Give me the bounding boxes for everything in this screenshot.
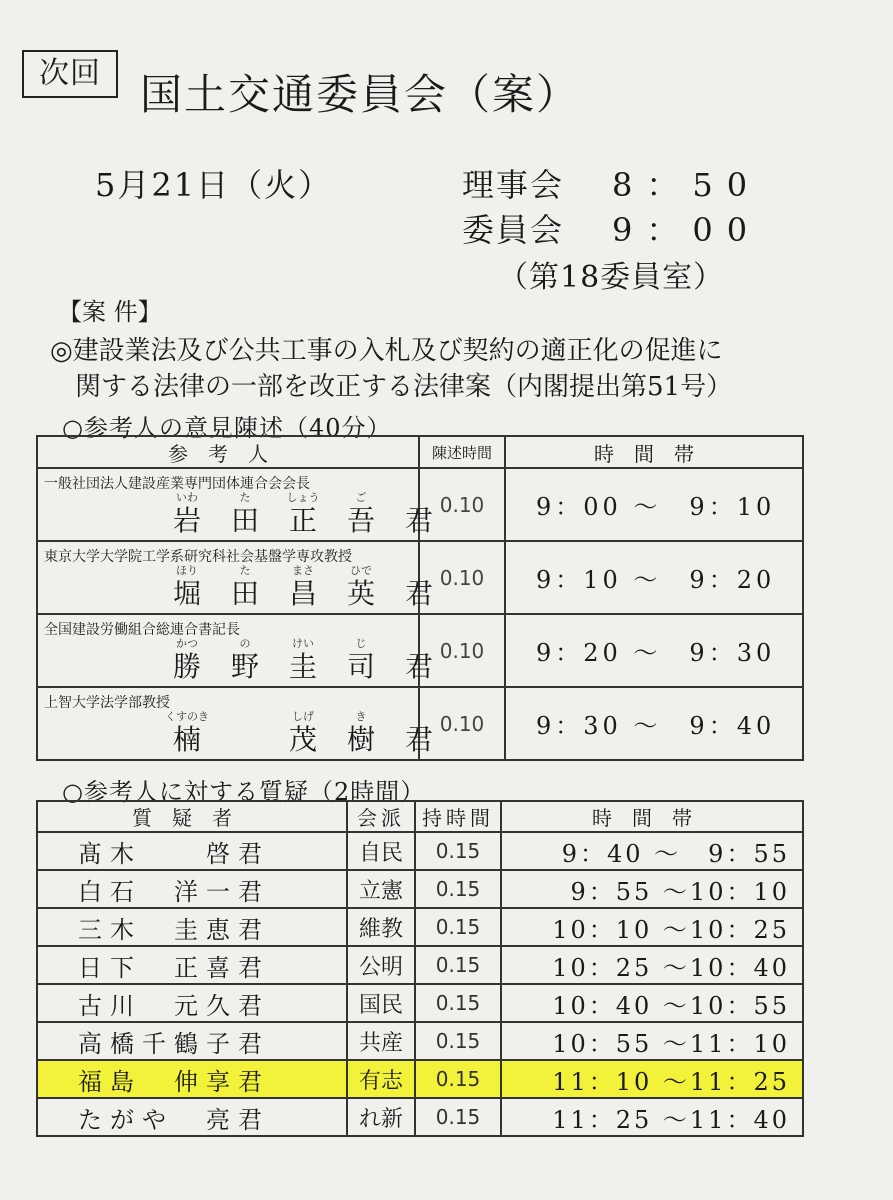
name-ruby: じ [355, 637, 367, 650]
witness-cell [37, 614, 433, 687]
name-ruby: ひで [350, 564, 372, 577]
committee-time: 9：00 [612, 211, 762, 249]
allotted-time: 0.15 [415, 832, 501, 870]
time-slot: 9：30 ～ 9：40 [505, 687, 803, 760]
name-ruby: しょう [286, 491, 320, 504]
section2-title: ○参考人に対する質疑（2時間） [62, 778, 426, 806]
allotted-time: 0.15 [415, 946, 501, 984]
faction: 有志 [347, 1060, 415, 1098]
header-faction: 会派 [347, 801, 415, 832]
name-char: 田 [230, 504, 259, 537]
name-char: 正 [288, 504, 317, 537]
header-questioner: 質疑者 [37, 801, 347, 832]
time-slot: 10：40 ～10：55 [501, 984, 803, 1022]
header-time-slot: 時間帯 [505, 436, 803, 468]
time-slot: 11：25 ～11：40 [501, 1098, 803, 1136]
questioner-name: 白石 洋一君 [37, 870, 347, 908]
witness-cell [37, 687, 433, 760]
faction: 共産 [347, 1022, 415, 1060]
time-slot: 11：10 ～11：25 [501, 1060, 803, 1098]
allotted-time: 0.15 [415, 1022, 501, 1060]
witness-name [158, 718, 448, 758]
witness-name [158, 645, 448, 685]
next-meeting-stamp: 次回 [22, 50, 118, 98]
name-char: 野 [230, 650, 259, 683]
name-char: 君 [404, 577, 433, 610]
name-char: 田 [230, 577, 259, 610]
name-ruby: ご [355, 491, 367, 504]
table-row [37, 1098, 803, 1136]
statement-duration: 0.10 [419, 541, 505, 614]
allotted-time: 0.15 [415, 870, 501, 908]
table-row [37, 541, 803, 614]
time-slot: 10：10 ～10：25 [501, 908, 803, 946]
statement-duration: 0.10 [419, 468, 505, 541]
witness-affiliation: 一般社団法人建設産業専門団体連合会会長 [44, 476, 310, 492]
allotted-time: 0.15 [415, 1098, 501, 1136]
table-row [37, 832, 803, 870]
questioner-name: 三木 圭恵君 [37, 908, 347, 946]
allotted-time: 0.15 [415, 908, 501, 946]
table-row [37, 1022, 803, 1060]
table-row [37, 687, 803, 760]
time-slot: 10：55 ～11：10 [501, 1022, 803, 1060]
faction: 国民 [347, 984, 415, 1022]
name-ruby: かつ [176, 637, 198, 650]
time-slot: 9：40 ～ 9：55 [501, 832, 803, 870]
name-ruby: いわ [176, 491, 198, 504]
name-char: 君 [404, 504, 433, 537]
time-slot: 9：55 ～10：10 [501, 870, 803, 908]
name-char: 英 [346, 577, 375, 610]
name-char: 昌 [288, 577, 317, 610]
name-char: 楠 [172, 723, 201, 756]
board-meeting-time [462, 160, 761, 206]
table-row [37, 870, 803, 908]
table-header-row [37, 436, 803, 468]
name-ruby: た [239, 564, 251, 577]
witness-affiliation: 全国建設労働組合総連合書記長 [44, 622, 240, 638]
name-char: 司 [346, 650, 375, 683]
statement-duration: 0.10 [419, 614, 505, 687]
table-header-row [37, 801, 803, 832]
committee-meeting-time [462, 205, 761, 251]
name-ruby: ほり [176, 564, 198, 577]
committee-label: 委員会 [462, 211, 565, 249]
document-title: 国土交通委員会（案） [140, 70, 581, 119]
witness-cell [37, 541, 433, 614]
name-char: 君 [404, 650, 433, 683]
name-char: 吾 [346, 504, 375, 537]
name-ruby: まさ [292, 564, 314, 577]
questioner-name: 福島 伸享君 [37, 1060, 347, 1098]
meeting-date: 5月21日（火） [95, 166, 333, 204]
header-allotted-time: 持時間 [415, 801, 501, 832]
table-row [37, 468, 803, 541]
name-char: 勝 [172, 650, 201, 683]
witness-cell [37, 468, 433, 541]
name-char: 君 [404, 723, 433, 756]
table-row [37, 946, 803, 984]
witness-name [158, 572, 448, 612]
table-row [37, 908, 803, 946]
board-label: 理事会 [462, 166, 565, 204]
allotted-time: 0.15 [415, 1060, 501, 1098]
questioner-name: 古川 元久君 [37, 984, 347, 1022]
name-ruby: の [239, 637, 251, 650]
name-ruby: くすのき [165, 710, 209, 723]
witness-affiliation: 上智大学法学部教授 [44, 695, 170, 711]
table-row [37, 984, 803, 1022]
questioner-name: 高橋千鶴子君 [37, 1022, 347, 1060]
agenda-line-1: ◎建設業法及び公共工事の入札及び契約の適正化の促進に [50, 336, 723, 366]
time-slot: 9：00 ～ 9：10 [505, 468, 803, 541]
faction: 維教 [347, 908, 415, 946]
questioner-name: たがや 亮君 [37, 1098, 347, 1136]
statement-duration: 0.10 [419, 687, 505, 760]
time-slot: 10：25 ～10：40 [501, 946, 803, 984]
questioning-table [36, 800, 804, 1137]
faction: 公明 [347, 946, 415, 984]
time-slot: 9：20 ～ 9：30 [505, 614, 803, 687]
header-time-slot: 時間帯 [501, 801, 803, 832]
witness-affiliation: 東京大学大学院工学系研究科社会基盤学専攻教授 [44, 549, 352, 565]
name-char: 茂 [288, 723, 317, 756]
name-char: 堀 [172, 577, 201, 610]
meeting-room: （第18委員室） [498, 260, 725, 295]
table-row [37, 614, 803, 687]
name-char: 樹 [346, 723, 375, 756]
allotted-time: 0.15 [415, 984, 501, 1022]
agenda-heading: 【案 件】 [58, 298, 162, 326]
table-row-highlighted [37, 1060, 803, 1098]
faction: 立憲 [347, 870, 415, 908]
questioner-name: 日下 正喜君 [37, 946, 347, 984]
faction: 自民 [347, 832, 415, 870]
board-time: 8：50 [612, 166, 762, 204]
name-ruby: しげ [292, 710, 314, 723]
questioner-name: 髙木 啓君 [37, 832, 347, 870]
witness-statement-table [36, 435, 804, 761]
time-slot: 9：10 ～ 9：20 [505, 541, 803, 614]
header-witness: 参考人 [37, 436, 419, 468]
header-duration: 陳述時間 [419, 436, 505, 468]
name-char: 圭 [288, 650, 317, 683]
name-ruby: けい [292, 637, 314, 650]
faction: れ新 [347, 1098, 415, 1136]
agenda-line-2: 関する法律の一部を改正する法律案（内閣提出第51号） [75, 372, 733, 402]
name-ruby: き [355, 710, 367, 723]
witness-name [158, 499, 448, 539]
name-char: 岩 [172, 504, 201, 537]
section1-title: ○参考人の意見陳述（40分） [62, 414, 392, 442]
name-ruby: た [239, 491, 251, 504]
